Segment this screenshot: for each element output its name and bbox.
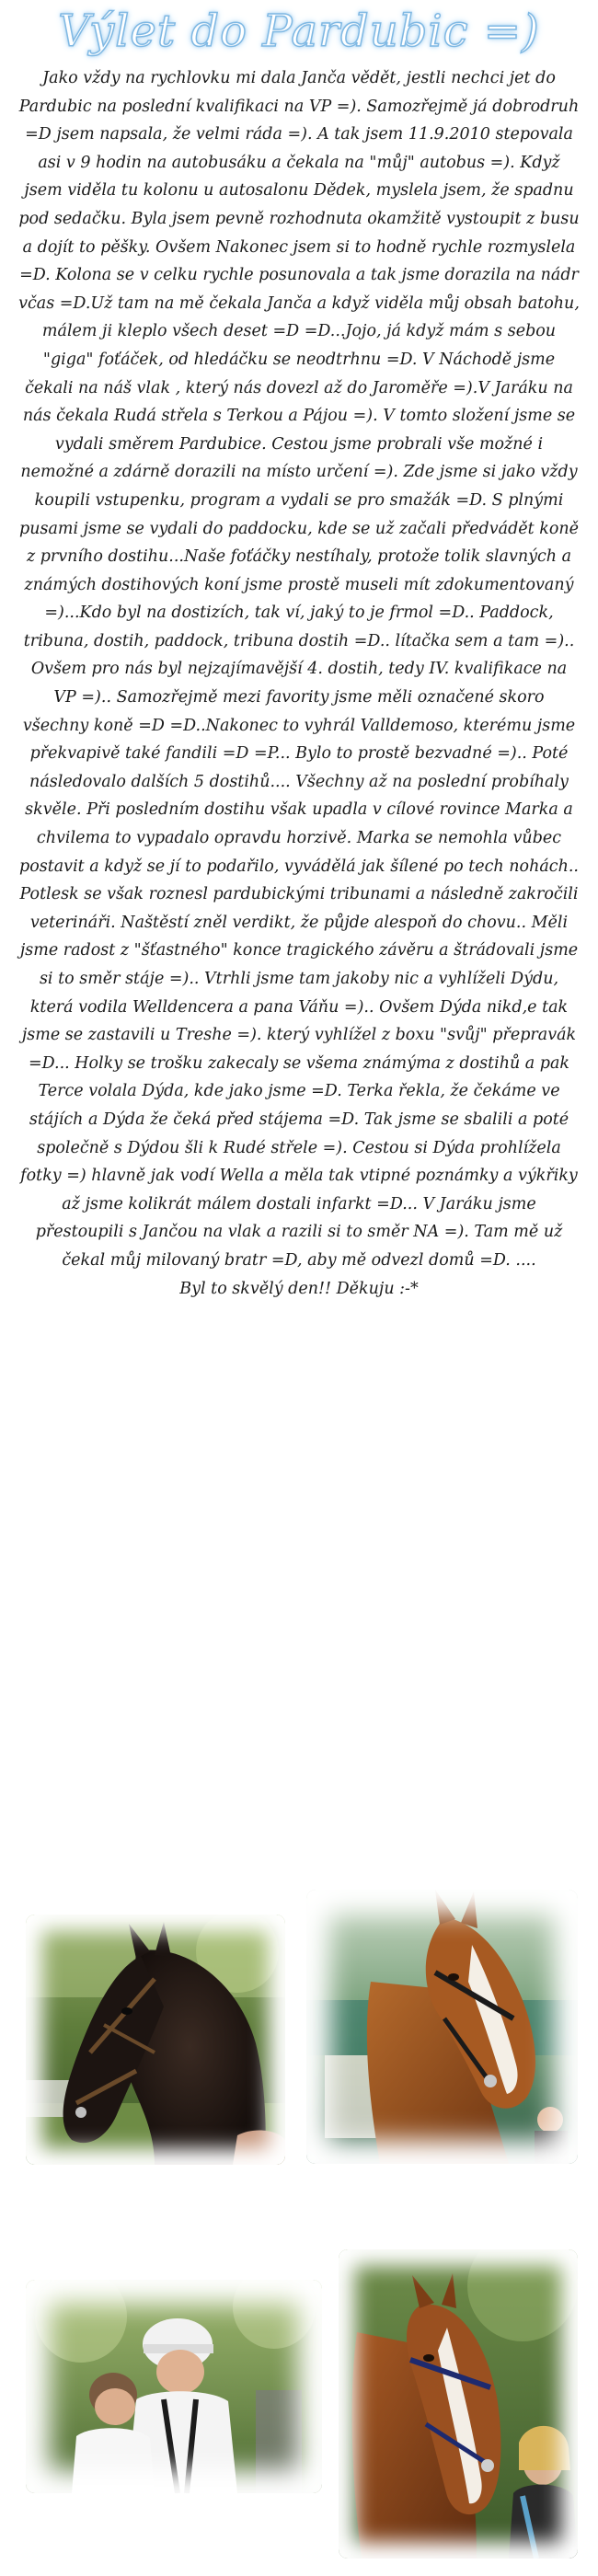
photo-dark-horse-bridle	[26, 1915, 285, 2165]
story-body	[18, 64, 580, 1303]
story-paragraph: Jako vždy na rychlovku mi dala Janča vědět, jestli nechci jet do Pardubic na poslední kvalifikaci na VP =). Samozřejmě já dobrodruh =D jsem napsala, že velmi ráda =). A tak jsem 11.9.2010 stepovala asi v 9 hodin na autobusáku a čekala na "můj" autobus =). Když jsem viděla tu kolonu u autosalonu Dědek, myslela jsem, že spadnu pod sedačku. Byla jsem pevně rozhodnuta okamžitě vystoupit z busu a dojít to pěšky. Ovšem Nakonec jsem si to hodně rychle rozmyslela =D. Kolona se v celku rychle posunovala a tak jsme dorazila na nádr včas =D.Už tam na mě čekala Janča a když viděla můj obsah batohu, málem ji kleplo všech deset =D =D...Jojo, já když mám s sebou "giga" foťáček, od hledáčku se neodtrhnu =D. V Náchodě jsme čekali na náš vlak , který nás dovezl až do Jaroměře =).V Jaráku na nás čekala Rudá střela s Terkou a Pájou =). V tomto složení jsme se vydali směrem Pardubice. Cestou jsme probrali vše možné i nemožné a zdárně dorazili na místo určení =). Zde jsme si jako vždy koupili vstupenku, program a vydali se pro smažák =D. S plnými pusami jsme se vydali do paddocku, kde se už začali předvádět koně z prvního dostihu...Naše foťáčky nestíhaly, protože tolik slavných a známých dostihových koní jsme prostě museli mít zdokumentovaný =)...Kdo byl na dostizích, tak ví, jaký to je frmol =D.. Paddock, tribuna, dostih, paddock, tribuna dostih =D.. lítačka sem a tam =).. Ovšem pro nás byl nejzajímavější 4. dostih, tedy IV. kvalifikace na VP =).. Samozřejmě mezi favority jsme měli označené skoro všechny koně =D =D..Nakonec to vyhrál Valldemoso, kterému jsme překvapivě také fandili =D =P... Bylo to prostě bezvadné =).. Poté následovalo dalších 5 dostihů.... Všechny až na poslední probíhaly skvěle. Při posledním dostihu však upadla v cílové rovince Marka a chvilema to vypadalo opravdu horzivě. Marka se nemohla vůbec postavit a když se jí to podařilo, vyvádělá jak šílené po tech nohách.. Potlesk se však roznesl pardubickými tribunami a následně zakročili veterináři. Naštěstí zněl verdikt, že půjde alespoň do chovu.. Měli jsme radost z "šťastného" konce tragického závěru a štrádovali jsme si to směr stáje =).. Vtrhli jsme tam jakoby nic a vyhlíželi Dýdu, která vodila Welldencera a pana Váňu =).. Ovšem Dýda nikd,e tak jsme se zastavili u Treshe =). který vyhlížel z boxu "svůj" přepravák =D... Holky se trošku zakecaly se všema známýma z dostihů a pak Terce volala Dýda, kde jako jsme =D. Terka řekla, že čekáme ve stájích a Dýda že čeká před stájema =D. Tak jsme se sbalili a poté společně s Dýdou šli k Rudé střele =). Cestou si Dýda prohlížela fotky =) hlavně jak vodí Wella a měla tak vtipné poznámky a výkřiky až jsme kolikrát málem dostali infarkt =D... V Jaráku jsme přestoupili s Jančou na vlak a razili si to směr NA =). Tam mě už čekal můj milovaný bratr =D, aby mě odvezl domů =D. ....	[18, 69, 580, 1270]
story-closing: Byl to skvělý den!! Děkuju :-*	[179, 1279, 419, 1298]
photo-chestnut-horse-blaze	[306, 1890, 578, 2164]
photo-jockey-and-groom	[26, 2280, 322, 2493]
chestnut-horse-handler-image	[339, 2249, 578, 2559]
page-title: Výlet do Pardubic =)	[58, 6, 540, 57]
dark-horse-image	[26, 1915, 285, 2165]
chestnut-horse-image	[306, 1890, 578, 2164]
jockey-image	[26, 2280, 322, 2493]
photo-chestnut-horse-with-handler	[339, 2249, 578, 2559]
